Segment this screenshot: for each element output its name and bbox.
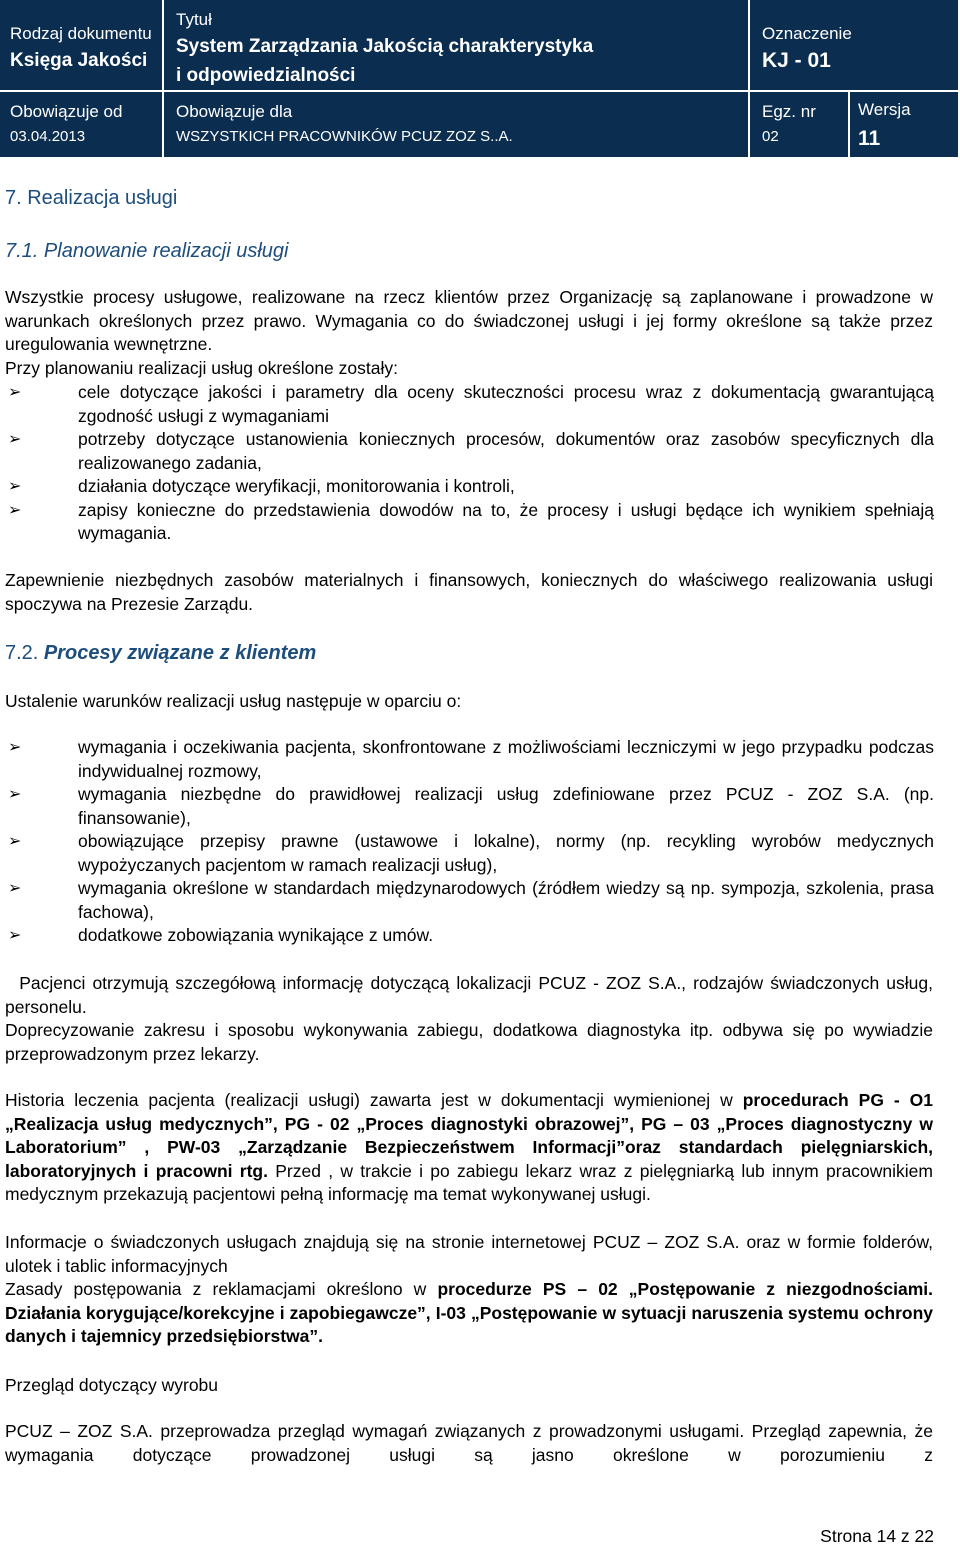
list-item: ➢ wymagania określone w standardach międzynarodowych (źródłem wiedzy są np. sympozja, szkolenia, prasa fachowa), [8,878,934,922]
list-item: ➢ cele dotyczące jakości i parametry dla oceny skuteczności procesu wraz z dokumentacją gwarantującą zgodność usługi z wymaganiami [8,382,934,426]
list-item: ➢ dodatkowe zobowiązania wynikające z umów. [0,924,934,948]
paragraph: Zapewnienie niezbędnych zasobów materialnych i finansowych, koniecznych do właściwego realizowania usługi spoczywa na Prezesie Zarządu. [5,570,933,614]
obowiazuje-dla-label: Obowiązuje dla [176,102,293,121]
paragraph: Ustalenie warunków realizacji usług następuje w oparciu o: [5,691,462,711]
bullet-list [0,736,934,948]
list-item: ➢ zapisy konieczne do przedstawienia dowodów na to, że procesy i usługi będące ich wynikiem spełniają wymagania. [8,499,934,543]
paragraph: Przy planowaniu realizacji usług określone zostały: [5,358,398,378]
header-divider [162,0,164,157]
paragraph-heading: Przegląd dotyczący wyrobu [5,1375,219,1395]
wersja-label: Wersja [858,100,911,119]
tytul-line1: System Zarządzania Jakością charakterystyka [176,36,594,57]
subsection-number: 7.2. [5,642,39,664]
procedure-reference: procedurach PG - O1 „Realizacja usług medycznych”, PG - 02 „Proces diagnostyki obrazowej”, PG – 03 „Proces diagnostyczny w Laboratorium” , PW-03 „Zarządzanie Bezpieczeństwem Informacji”oraz standardach pielęgniarskich, laboratoryjnych i pracowni rtg. [5,1090,933,1181]
list-item: ➢ potrzeby dotyczące ustanowienia koniecznych procesów, dokumentów oraz zasobów specyficznych dla realizowanego zadania, [8,429,934,473]
section-heading: 7. Realizacja usługi [5,187,178,209]
list-item: ➢ wymagania niezbędne do prawidłowej realizacji usług zdefiniowane przez PCUZ - ZOZ S.A. (np. finansowanie), [8,784,934,828]
obowiazuje-od-value: 03.04.2013 [10,128,86,145]
bullet-list [0,381,934,546]
header-divider [748,0,750,157]
paragraph: Historia leczenia pacjenta (realizacji usługi) zawarta jest w dokumentacji wymienionej w procedurach PG - O1 „Realizacja usług medycznych”, PG - 02 „Proces diagnostyki obrazowej”, PG – 03 „Proces diagnostyczny w Laboratorium” , PW-03 „Zarządzanie Bezpieczeństwem Informacji”oraz standardach pielęgniarskich, laboratoryjnych i pracowni rtg. Przed , w trakcie i po zabiegu lekarz wraz z pielęgniarką lub innym pracownikiem medycznym przekazują pacjentowi pełną informację ma temat wykonywanej usługi. [5,1090,933,1204]
list-item: ➢ działania dotyczące weryfikacji, monitorowania i kontroli, [0,475,934,499]
document-header [0,0,958,157]
paragraph: Pacjenci otrzymują szczegółową informację dotyczącą lokalizacji PCUZ - ZOZ S.A., rodzajów świadczonych usług, personelu. [5,973,938,1017]
procedure-reference: procedurze PS – 02 „Postępowanie z niezgodnościami. Działania korygujące/korekcyjne i zapobiegawcze”, I-03 „Postępowanie w sytuacji naruszenia systemu ochrony danych i tajemnicy przedsiębiorstwa”. [5,1279,933,1346]
obowiazuje-od-label: Obowiązuje od [10,102,123,121]
egz-label: Egz. nr [762,102,816,121]
header-divider [848,90,850,157]
tytul-line2: i odpowiedzialności [176,65,356,86]
page-number: Strona 14 z 22 [820,1526,934,1546]
arrow-bullet-icon: ➢ [8,927,22,944]
oznaczenie-value: KJ - 01 [762,49,831,72]
wersja-value: 11 [858,127,881,150]
list-item: ➢ obowiązujące przepisy prawne (ustawowe i lokalne), normy (np. recykling wyrobów medycznych wypożyczanych pacjentom w ramach realizacji usług), [8,831,934,875]
arrow-bullet-icon: ➢ [8,786,22,803]
oznaczenie-label: Oznaczenie [762,24,852,43]
paragraph: Zasady postępowania z reklamacjami określono w procedurze PS – 02 „Postępowanie z niezgodnościami. Działania korygujące/korekcyjne i zapobiegawcze”, I-03 „Postępowanie w sytuacji naruszenia systemu ochrony danych i tajemnicy przedsiębiorstwa”. [5,1279,933,1346]
rodzaj-label: Rodzaj dokumentu [10,24,152,43]
egz-value: 02 [762,128,779,145]
tytul-label: Tytuł [176,10,212,29]
paragraph: Informacje o świadczonych usługach znajdują się na stronie internetowej PCUZ – ZOZ S.A. oraz w formie folderów, ulotek i tablic informacyjnych [5,1232,933,1276]
arrow-bullet-icon: ➢ [8,739,22,756]
arrow-bullet-icon: ➢ [8,478,22,495]
subsection-heading [5,641,316,665]
subsection-title: Procesy związane z klientem [43,642,317,664]
subsection-heading: 7.1. Planowanie realizacji usługi [5,240,289,262]
list-item: ➢ wymagania i oczekiwania pacjenta, skonfrontowane z możliwościami leczniczymi w jego przypadku podczas indywidualnej rozmowy, [8,737,934,781]
paragraph: PCUZ – ZOZ S.A. przeprowadza przegląd wymagań związanych z prowadzonymi usługami. Przegląd zapewnia, że wymagania dotyczące prowadzonej usługi są jasno określone w porozumieniu z [5,1421,933,1465]
arrow-bullet-icon: ➢ [8,880,22,897]
paragraph: Wszystkie procesy usługowe, realizowane na rzecz klientów przez Organizację są zaplanowane i prowadzone w warunkach określonych przez prawo. Wymagania co do świadczonej usługi i jej formy określone są także przez uregulowania wewnętrzne. [5,287,933,354]
paragraph: Doprecyzowanie zakresu i sposobu wykonywania zabiegu, dodatkowa diagnostyka itp. odbywa się po wywiadzie przeprowadzonym przez lekarzy. [5,1020,933,1064]
arrow-bullet-icon: ➢ [8,384,22,401]
arrow-bullet-icon: ➢ [8,501,22,519]
arrow-bullet-icon: ➢ [8,833,22,850]
obowiazuje-dla-value: WSZYSTKICH PRACOWNIKÓW PCUZ ZOZ S..A. [176,128,513,145]
header-divider [0,90,958,92]
rodzaj-value: Księga Jakości [10,50,148,71]
arrow-bullet-icon: ➢ [8,431,22,448]
